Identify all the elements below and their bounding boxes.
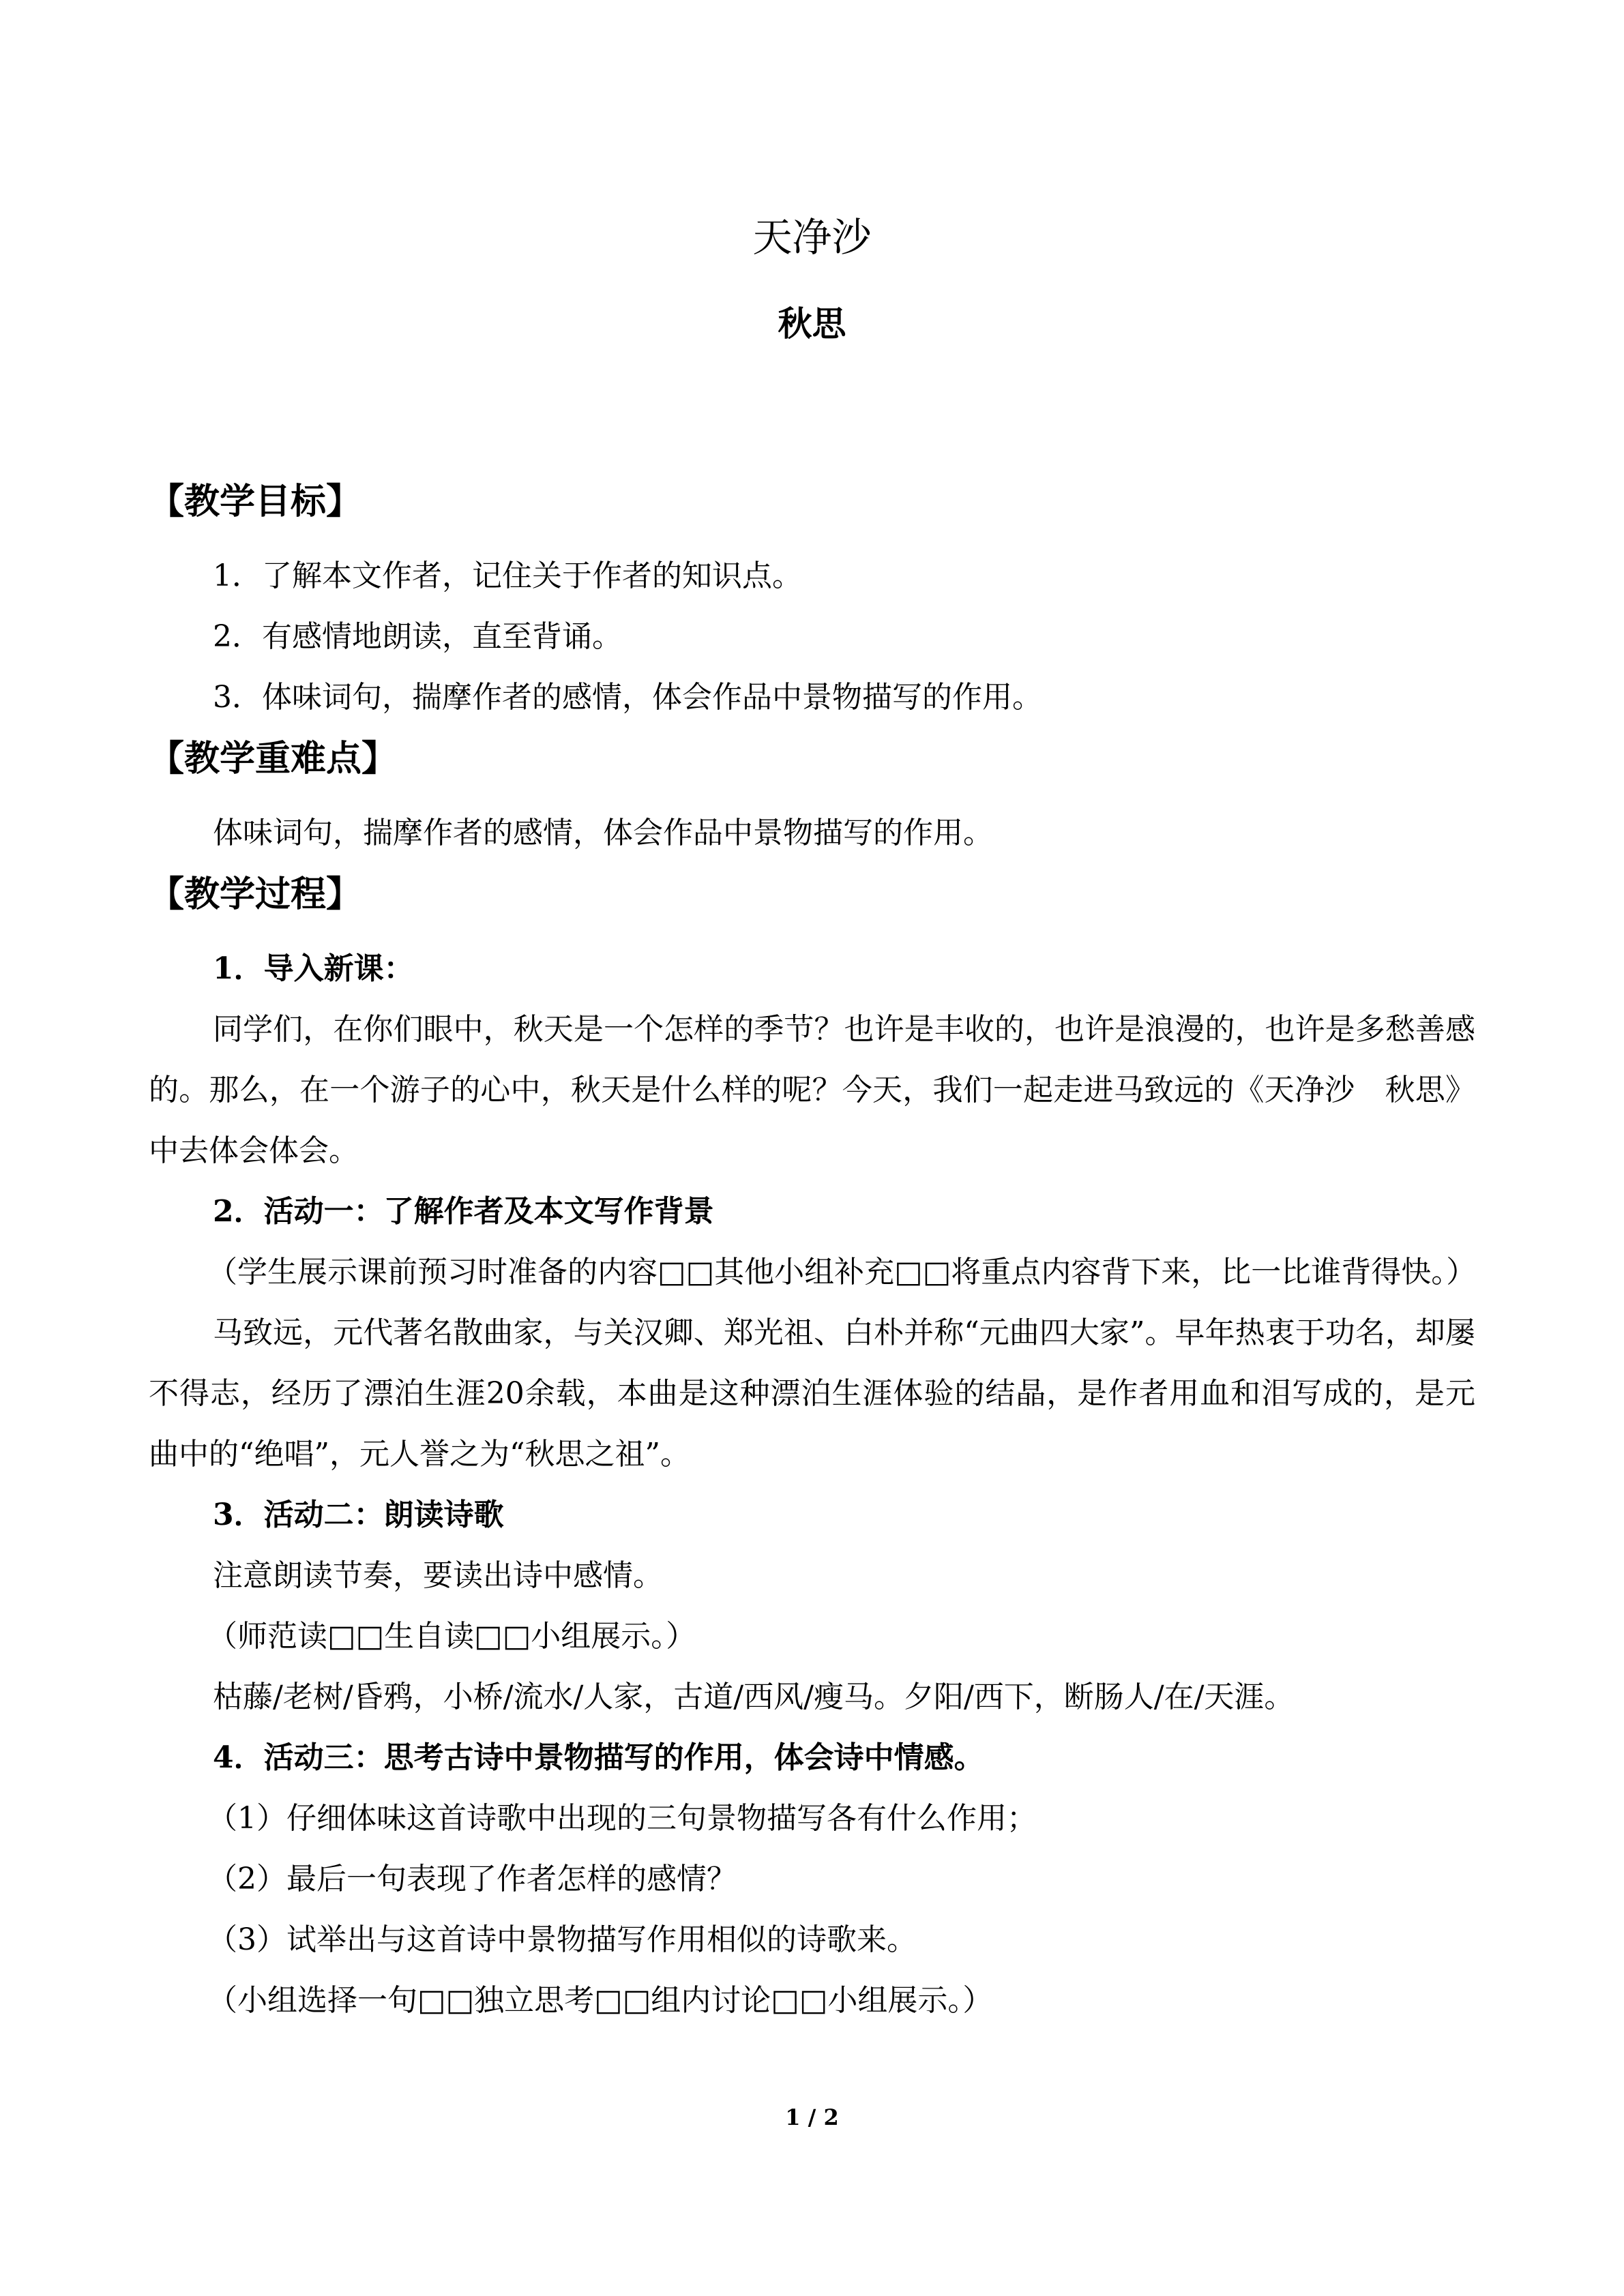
document-title: 天净沙 [752, 214, 872, 260]
step2-note: （学生展示课前预习时准备的内容□□其他小组补充□□将重点内容背下来，比一比谁背得快。） [207, 1255, 1477, 1289]
step3-title: 3．活动二：朗读诗歌 [213, 1497, 504, 1532]
step4-note: （小组选择一句□□独立思考□□组内讨论□□小组展示。） [207, 1983, 993, 2018]
objective-item: 3．体味词句，揣摩作者的感情，体会作品中景物描写的作用。 [213, 680, 1042, 715]
step1-text: 同学们，在你们眼中，秋天是一个怎样的季节？也许是丰收的，也许是浪漫的，也许是多愁善感的。那么，在一个游子的心中，秋天是什么样的呢？今天，我们一起走进马致远的《天净沙 秋思》中去体会体会。 [149, 1012, 1475, 1168]
step3-text: 注意朗读节奏，要读出诗中感情。 [213, 1558, 663, 1593]
step2-text: 马致远，元代著名散曲家，与关汉卿、郑光祖、白朴并称“元曲四大家”。早年热衷于功名，却屡不得志，经历了漂泊生涯20余载，本曲是这种漂泊生涯体验的结晶，是作者用血和泪写成的，是元曲中的“绝唱”，元人誉之为“秋思之祖”。 [149, 1315, 1475, 1472]
objective-item: 1．了解本文作者，记住关于作者的知识点。 [213, 558, 802, 593]
section-heading-objectives: 【教学目标】 [149, 481, 362, 522]
step3-note: （师范读□□生自读□□小组展示。） [207, 1619, 696, 1654]
section-heading-key-points: 【教学重难点】 [149, 738, 398, 779]
step4-question: （3）试举出与这首诗中景物描写作用相似的诗歌来。 [207, 1922, 917, 1957]
objective-item: 2．有感情地朗读，直至背诵。 [213, 619, 622, 654]
step2-title: 2．活动一：了解作者及本文写作背景 [213, 1194, 714, 1229]
step3-poem: 枯藤/老树/昏鸦，小桥/流水/人家，古道/西风/瘦马。夕阳/西下，断肠人/在/天涯。 [213, 1680, 1295, 1714]
step4-question: （1）仔细体味这首诗歌中出现的三句景物描写各有什么作用； [207, 1801, 1037, 1836]
document-subtitle: 秋思 [778, 303, 846, 344]
key-points-text: 体味词句，揣摩作者的感情，体会作品中景物描写的作用。 [213, 816, 993, 850]
page-number: 1 / 2 [785, 2104, 839, 2130]
section-heading-process: 【教学过程】 [149, 874, 362, 915]
step4-question: （2）最后一句表现了作者怎样的感情？ [207, 1862, 737, 1896]
document-body [149, 471, 1475, 2031]
step1-title: 1．导入新课： [213, 951, 414, 986]
step4-title: 4．活动三：思考古诗中景物描写的作用，体会诗中情感。 [213, 1740, 984, 1775]
